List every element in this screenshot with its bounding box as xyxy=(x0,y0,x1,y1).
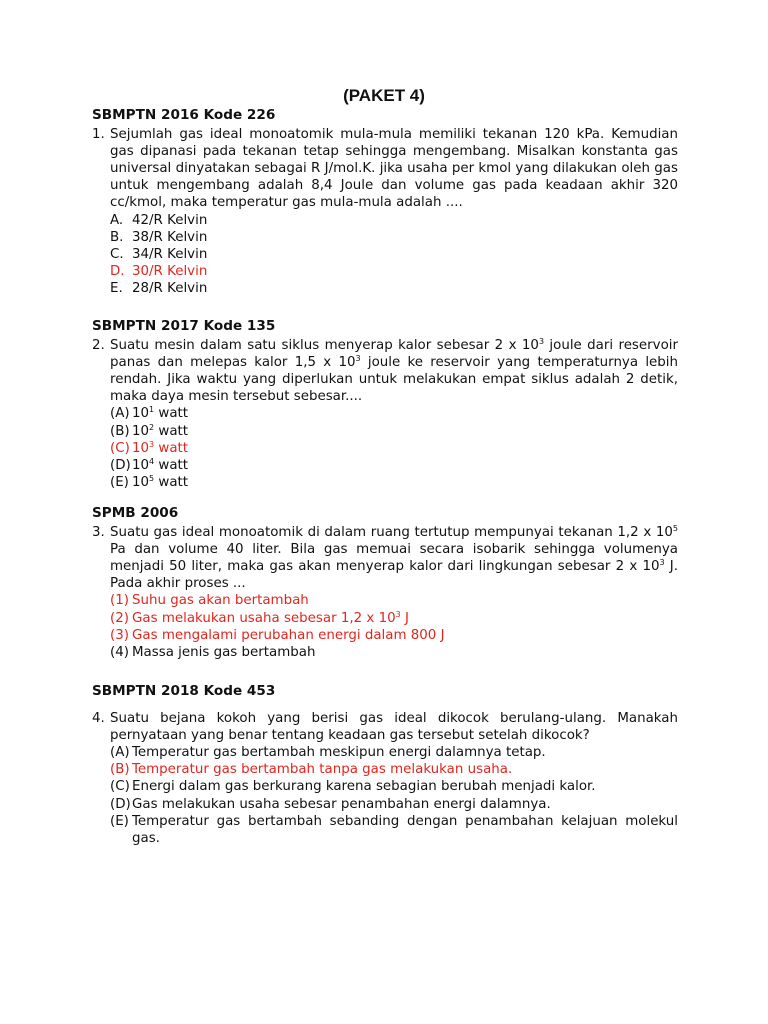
option-a: (A) Temperatur gas bertambah meskipun energi dalamnya tetap. xyxy=(110,745,546,761)
option-a: (A) $10^1$ watt xyxy=(110,405,189,422)
question-4 xyxy=(92,710,678,744)
question-text: Suatu mesin dalam satu siklus menyerap kalor sebesar 2 x $10^3$ joule dari reservoir panas dan melepas kalor 1,5 x $10^3$ joule ke reservoir yang temperaturnya lebih rendah. Jika waktu yang diperlukan untuk melakukan empat siklus adalah 2 detik, maka daya mesin tersebut sebesar.... xyxy=(110,337,678,405)
option-4: (4) Massa jenis gas bertambah xyxy=(110,644,316,660)
option-d: (D) $10^4$ watt xyxy=(110,456,189,473)
question-heading: SBMPTN 2016 Kode 226 xyxy=(92,107,276,123)
question-2-section xyxy=(92,318,678,491)
page-title: (PAKET 4) xyxy=(343,86,425,105)
question-1 xyxy=(92,126,678,211)
option-b-correct: (B) Temperatur gas bertambah tanpa gas melakukan usaha. xyxy=(110,762,513,778)
option-2-correct: (2) Gas melakukan usaha sebesar 1,2 x $10^3$ J xyxy=(110,609,409,626)
question-3 xyxy=(92,524,678,592)
answer-options xyxy=(110,592,678,660)
answer-options xyxy=(110,744,678,847)
question-text: Sejumlah gas ideal monoatomik mula-mula memiliki tekanan 120 kPa. Kemudian gas dipanasi pada tekanan tetap sehingga mengembang. Misalkan konstanta gas universal dinyatakan sebagai R J/mol.K. jika usaha per kmol yang dilakukan oleh gas untuk mengembang adalah 8,4 Joule dan volume gas pada keadaan akhir 320 cc/kmol, maka temperatur gas mula-mula adalah .... xyxy=(110,127,678,211)
option-c: C. 34/R Kelvin xyxy=(110,246,208,262)
question-number: 2. xyxy=(92,338,105,354)
question-4-section xyxy=(92,683,678,847)
question-text: Suatu bejana kokoh yang berisi gas ideal dikocok berulang-ulang. Manakah pernyataan yang benar tentang keadaan gas tersebut setelah dikocok? xyxy=(110,711,678,744)
question-heading: SPMB 2006 xyxy=(92,505,179,521)
option-1-correct: (1) Suhu gas akan bertambah xyxy=(110,593,309,609)
option-e: (E) Temperatur gas bertambah sebanding dengan penambahan kelajuan molekul gas. xyxy=(110,813,678,846)
question-text: Suatu gas ideal monoatomik di dalam ruang tertutup mempunyai tekanan 1,2 x $10^5$ Pa dan volume 40 liter. Bila gas memuai secara isobarik sehingga volumenya menjadi 50 liter, maka gas akan menyerap kalor dari lingkungan sebesar 2 x $10^3$ J. Pada akhir proses ... xyxy=(110,524,678,592)
option-e: (E) $10^5$ watt xyxy=(110,473,189,490)
question-number: 3. xyxy=(92,525,105,541)
option-e: E. 28/R Kelvin xyxy=(110,280,208,296)
option-d: (D) Gas melakukan usaha sebesar penambahan energi dalamnya. xyxy=(110,796,551,812)
question-heading: SBMPTN 2017 Kode 135 xyxy=(92,318,276,334)
answer-options xyxy=(110,405,678,490)
question-1-section xyxy=(92,107,678,297)
question-heading: SBMPTN 2018 Kode 453 xyxy=(92,683,276,699)
question-2 xyxy=(92,337,678,405)
option-3-correct: (3) Gas mengalami perubahan energi dalam 800 J xyxy=(110,627,445,643)
question-number: 4. xyxy=(92,711,105,727)
option-b: B. 38/R Kelvin xyxy=(110,229,208,245)
answer-options xyxy=(110,212,678,297)
option-c-correct: (C) $10^3$ watt xyxy=(110,439,189,456)
option-a: A. 42/R Kelvin xyxy=(110,212,208,228)
option-b: (B) $10^2$ watt xyxy=(110,422,189,439)
question-number: 1. xyxy=(92,127,105,143)
option-c: (C) Energi dalam gas berkurang karena sebagian berubah menjadi kalor. xyxy=(110,779,596,795)
option-d-correct: D. 30/R Kelvin xyxy=(110,263,208,279)
question-3-section xyxy=(92,505,678,661)
